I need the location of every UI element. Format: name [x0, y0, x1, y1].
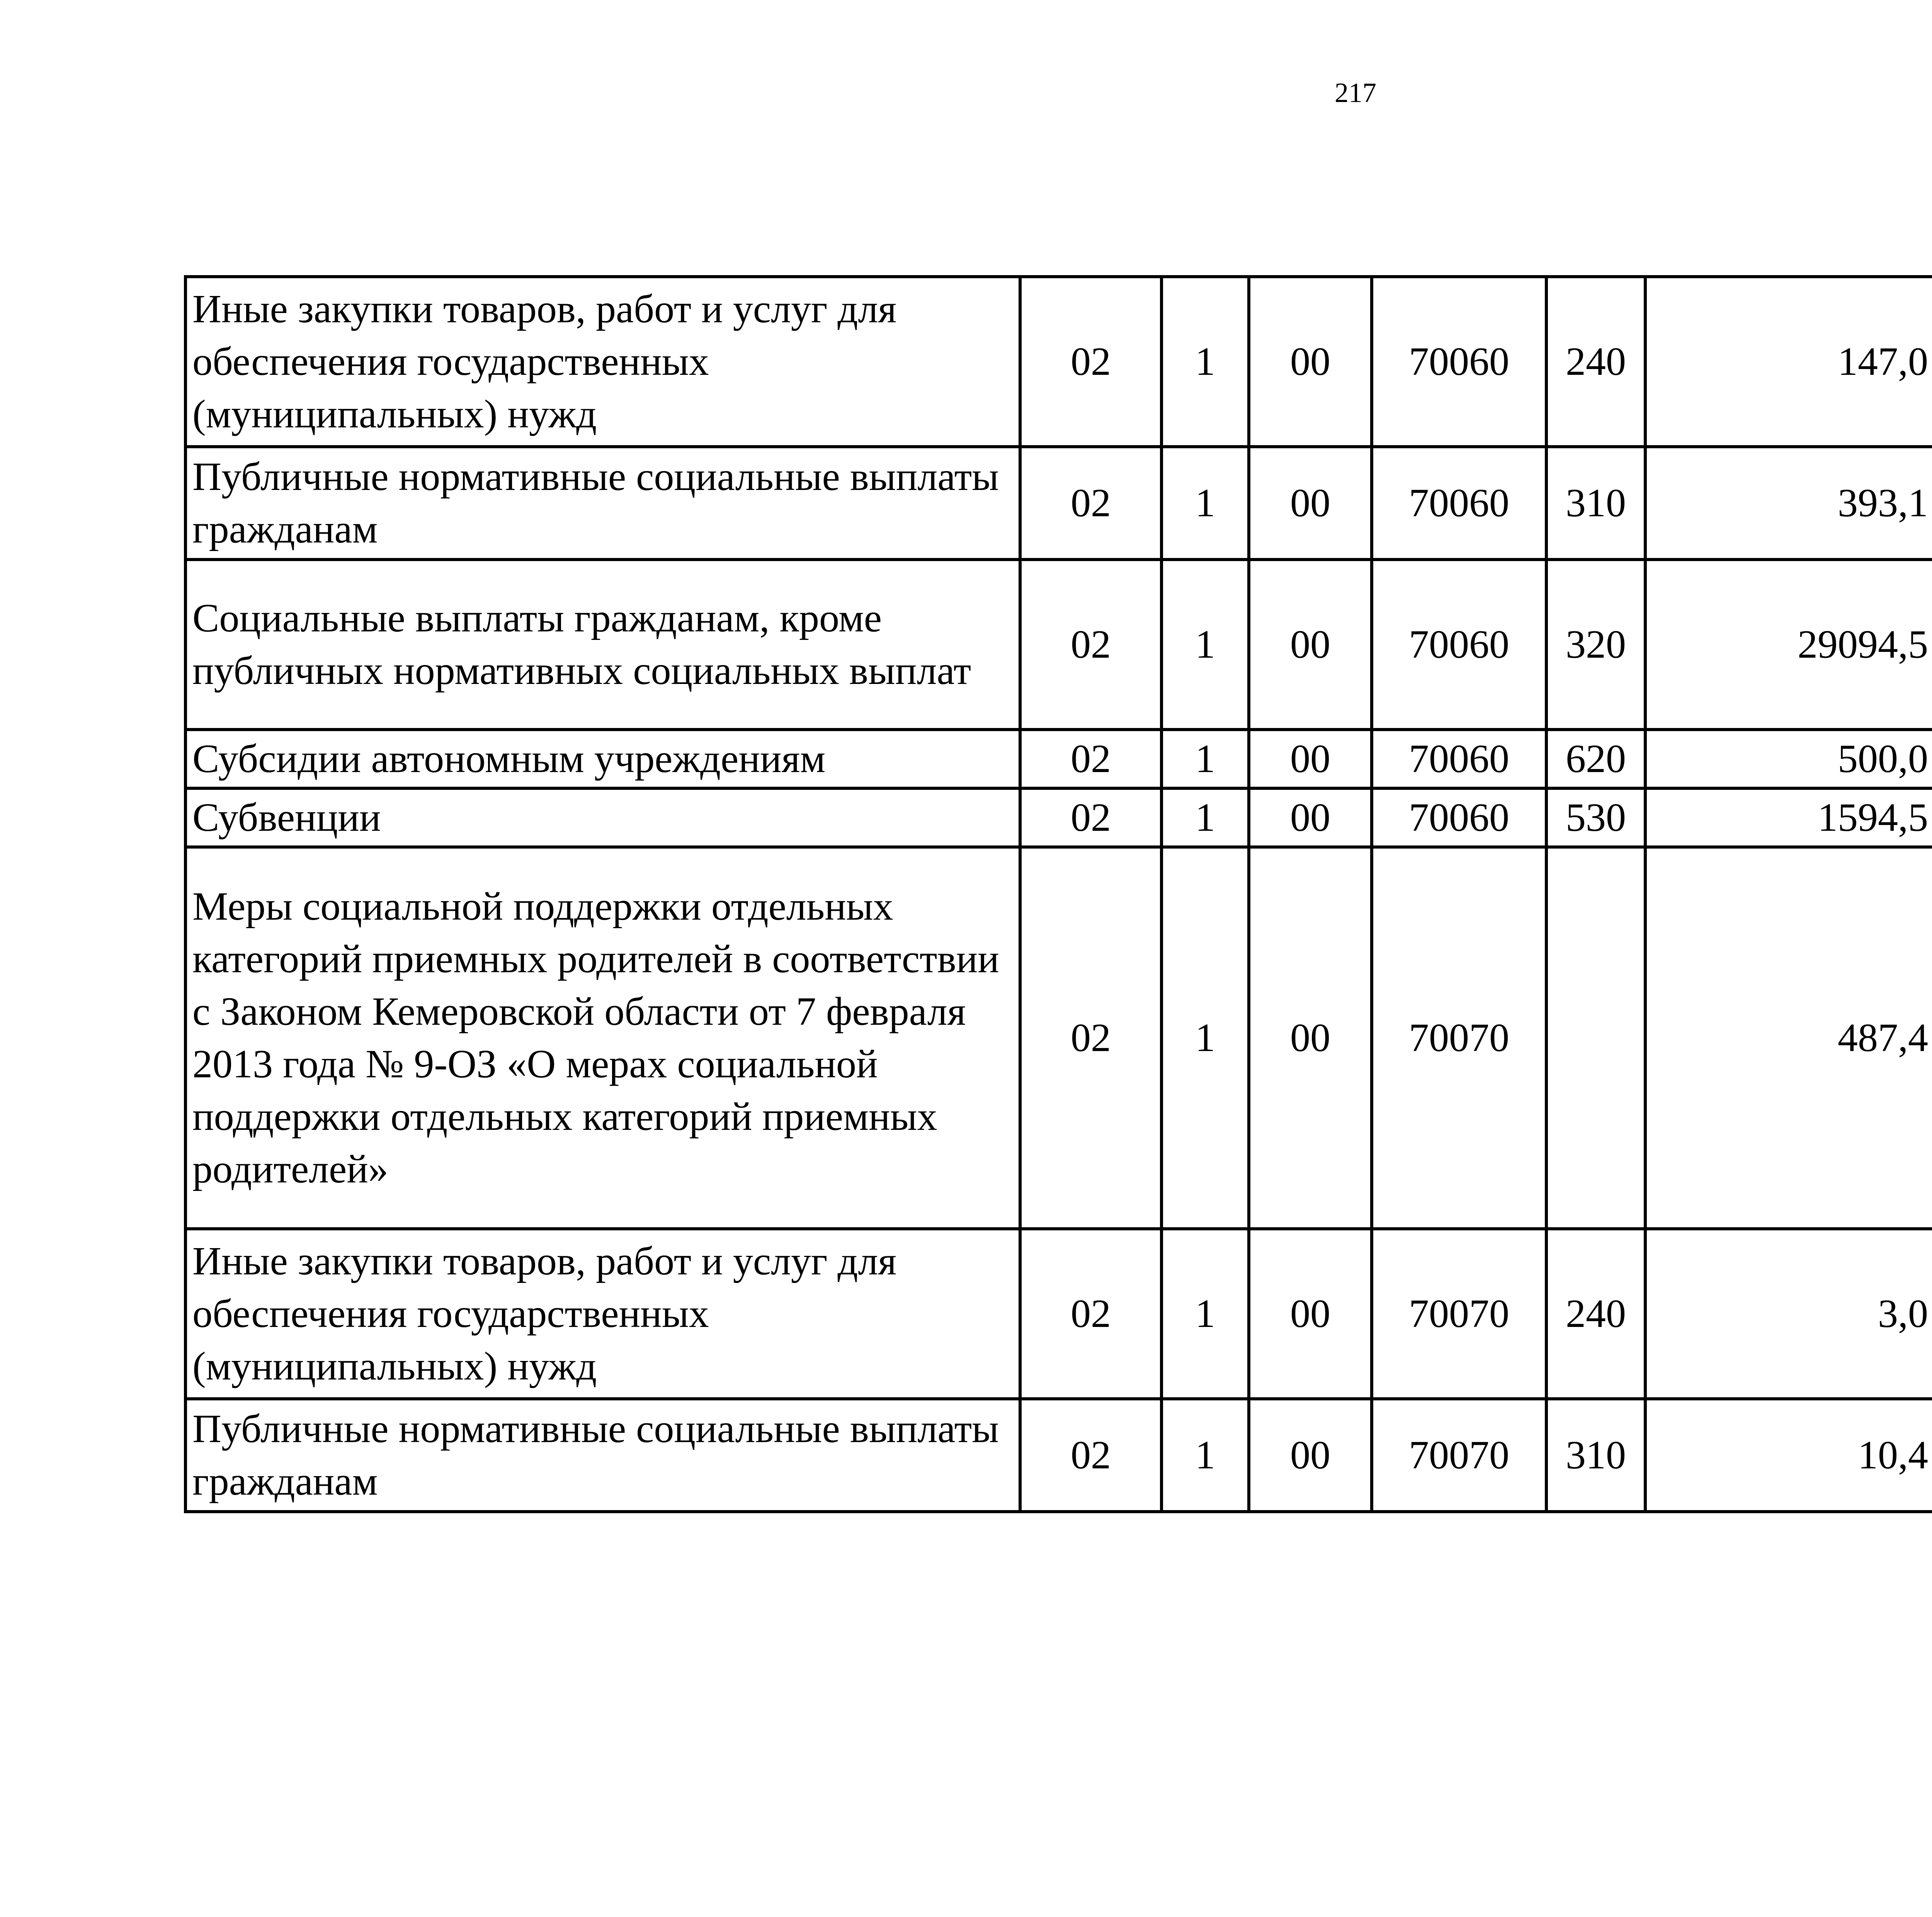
program-code: 1 — [1162, 730, 1249, 788]
amount-year-1: 147,0 — [1645, 277, 1932, 447]
program-code: 1 — [1162, 788, 1249, 847]
direction-code: 70070 — [1372, 1229, 1546, 1399]
amount-year-1: 500,0 — [1645, 730, 1932, 788]
amount-year-1: 10,4 — [1645, 1399, 1932, 1512]
subprogram-code: 00 — [1249, 447, 1372, 560]
subprogram-code: 00 — [1249, 730, 1372, 788]
section-code: 02 — [1020, 788, 1162, 847]
expense-type-code: 530 — [1546, 788, 1645, 847]
table-row — [185, 277, 1932, 447]
subprogram-code: 00 — [1249, 847, 1372, 1229]
program-code: 1 — [1162, 277, 1249, 447]
direction-code: 70060 — [1372, 277, 1546, 447]
table-row — [185, 447, 1932, 560]
amount-year-1: 393,1 — [1645, 447, 1932, 560]
program-code: 1 — [1162, 447, 1249, 560]
direction-code: 70060 — [1372, 447, 1546, 560]
budget-table — [184, 275, 1932, 1513]
program-code: 1 — [1162, 1399, 1249, 1512]
row-name: Публичные нормативные социальные выплаты гражданам — [185, 447, 1020, 560]
row-name: Иные закупки товаров, работ и услуг для обеспечения государственных (муниципальных) нужд — [185, 1229, 1020, 1399]
amount-year-1: 1594,5 — [1645, 788, 1932, 847]
section-code: 02 — [1020, 847, 1162, 1229]
section-code: 02 — [1020, 1229, 1162, 1399]
table-row — [185, 847, 1932, 1229]
program-code: 1 — [1162, 1229, 1249, 1399]
subprogram-code: 00 — [1249, 1399, 1372, 1512]
expense-type-code — [1546, 847, 1645, 1229]
direction-code: 70060 — [1372, 788, 1546, 847]
row-name: Субсидии автономным учреждениям — [185, 730, 1020, 788]
row-name: Меры социальной поддержки отдельных категорий приемных родителей в соответствии с Законом Кемеровской области от 7 февраля 2013 года № 9-ОЗ «О мерах социальной поддержки отдельных категорий приемных родителей» — [185, 847, 1020, 1229]
section-code: 02 — [1020, 560, 1162, 730]
program-code: 1 — [1162, 560, 1249, 730]
table-row — [185, 1399, 1932, 1512]
amount-year-1: 487,4 — [1645, 847, 1932, 1229]
subprogram-code: 00 — [1249, 560, 1372, 730]
direction-code: 70070 — [1372, 847, 1546, 1229]
page-number: 217 — [1335, 77, 1376, 108]
expense-type-code: 240 — [1546, 277, 1645, 447]
expense-type-code: 240 — [1546, 1229, 1645, 1399]
row-name: Субвенции — [185, 788, 1020, 847]
amount-year-1: 29094,5 — [1645, 560, 1932, 730]
section-code: 02 — [1020, 730, 1162, 788]
subprogram-code: 00 — [1249, 788, 1372, 847]
subprogram-code: 00 — [1249, 277, 1372, 447]
expense-type-code: 310 — [1546, 447, 1645, 560]
expense-type-code: 310 — [1546, 1399, 1645, 1512]
row-name: Иные закупки товаров, работ и услуг для обеспечения государственных (муниципальных) нужд — [185, 277, 1020, 447]
expense-type-code: 620 — [1546, 730, 1645, 788]
expense-type-code: 320 — [1546, 560, 1645, 730]
subprogram-code: 00 — [1249, 1229, 1372, 1399]
section-code: 02 — [1020, 1399, 1162, 1512]
direction-code: 70060 — [1372, 560, 1546, 730]
program-code: 1 — [1162, 847, 1249, 1229]
row-name: Публичные нормативные социальные выплаты гражданам — [185, 1399, 1020, 1512]
section-code: 02 — [1020, 277, 1162, 447]
row-name: Социальные выплаты гражданам, кроме публичных нормативных социальных выплат — [185, 560, 1020, 730]
section-code: 02 — [1020, 447, 1162, 560]
direction-code: 70060 — [1372, 730, 1546, 788]
table-row — [185, 788, 1932, 847]
table-row — [185, 560, 1932, 730]
table-row — [185, 730, 1932, 788]
amount-year-1: 3,0 — [1645, 1229, 1932, 1399]
table-row — [185, 1229, 1932, 1399]
direction-code: 70070 — [1372, 1399, 1546, 1512]
